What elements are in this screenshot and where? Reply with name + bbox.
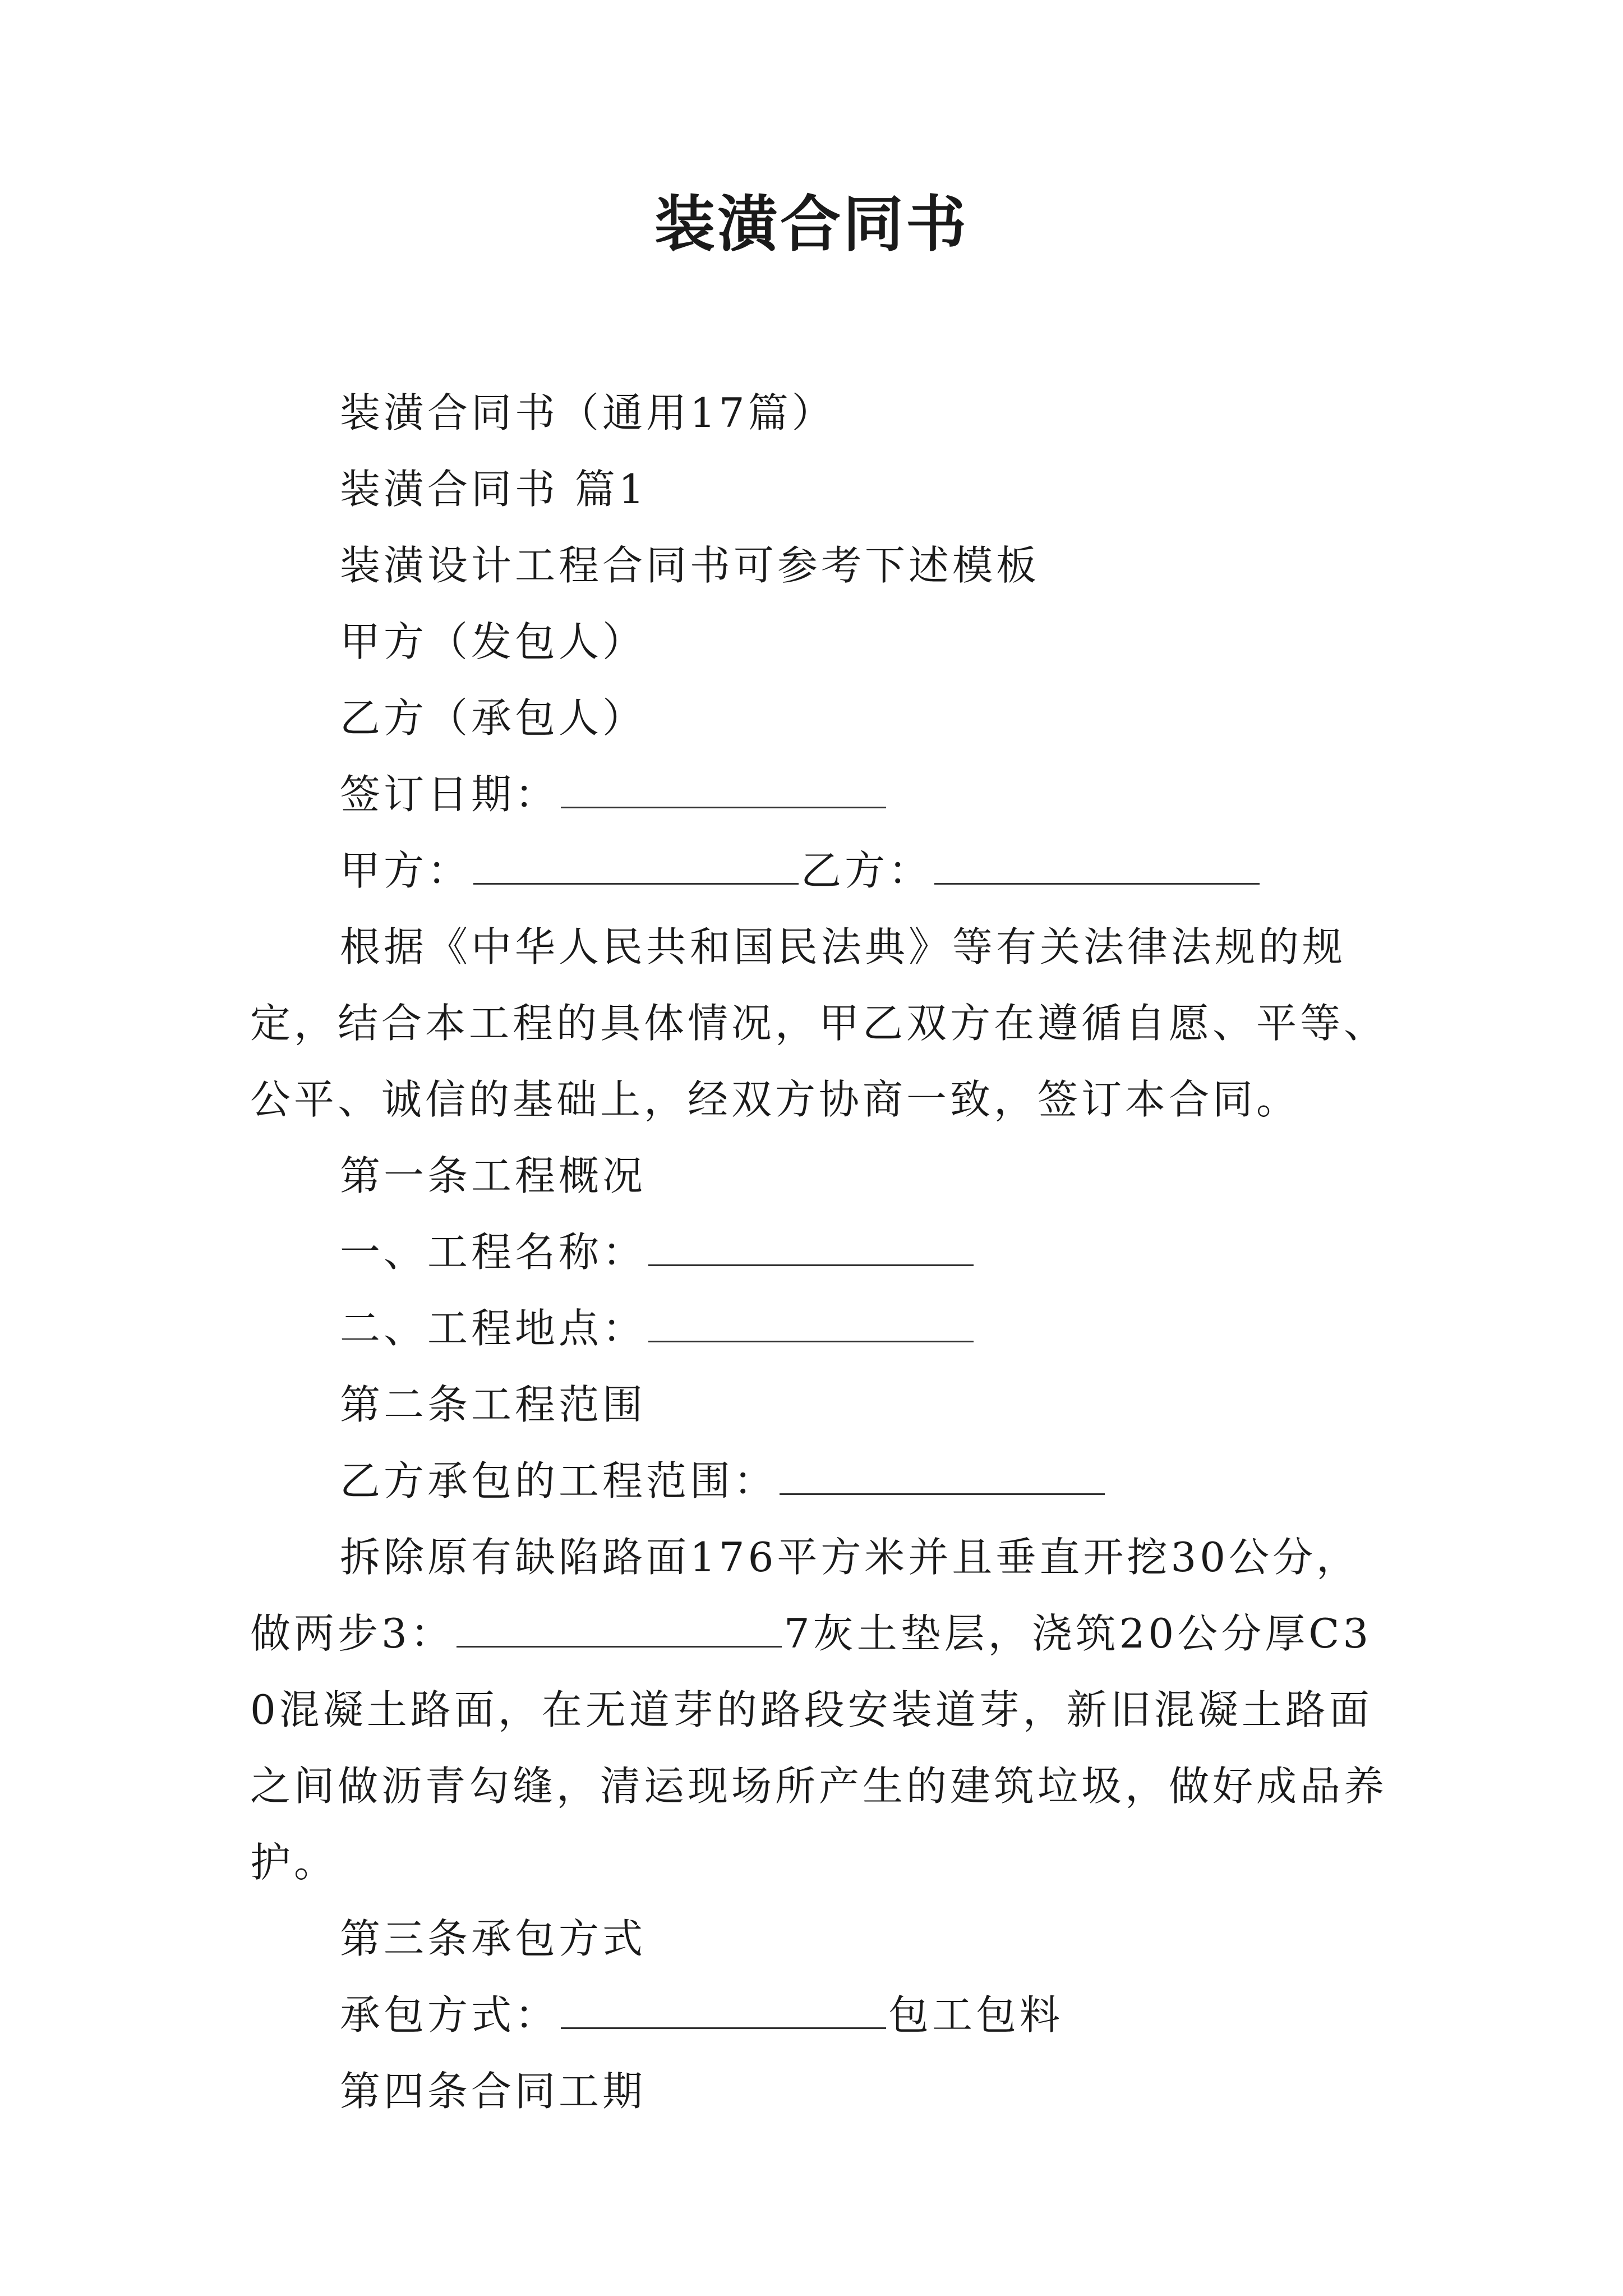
- sign-date-blank[interactable]: [561, 775, 886, 808]
- party-b-role: 乙方（承包人）: [340, 694, 647, 742]
- project-name-blank[interactable]: [648, 1233, 974, 1266]
- contract-mode-blank[interactable]: [561, 1996, 886, 2029]
- project-location-row: [250, 1290, 1389, 1366]
- article2-title: 第二条工程范围: [340, 1381, 647, 1428]
- project-name-label: 一、工程名称：: [340, 1228, 647, 1276]
- document-body: [250, 375, 1389, 2129]
- party-b-label: 乙方：: [801, 847, 933, 894]
- scope-blank[interactable]: [780, 1462, 1105, 1495]
- party-a-role: 甲方（发包人）: [340, 618, 647, 665]
- scope-text-part1: 拆除原有缺陷路面176平方米并且垂直开挖30公分，做两步3：: [250, 1534, 1361, 1657]
- sign-date-label: 签订日期：: [340, 771, 559, 818]
- party-a-blank[interactable]: [473, 852, 799, 885]
- subtitle: 装潢合同书（通用17篇）: [340, 389, 836, 436]
- article4-title: 第四条合同工期: [340, 2068, 647, 2115]
- intro-line: 装潢设计工程合同书可参考下述模板: [340, 542, 1040, 589]
- sign-date-row: [250, 756, 1389, 832]
- article3-title: 第三条承包方式: [340, 1915, 647, 1962]
- scope-ratio-blank[interactable]: [457, 1614, 782, 1648]
- scope-row: [250, 1443, 1389, 1519]
- contract-mode-row: [250, 1977, 1389, 2053]
- scope-paragraph: [250, 1519, 1389, 1901]
- article1-title: 第一条工程概况: [340, 1152, 647, 1199]
- party-b-blank[interactable]: [934, 852, 1260, 885]
- contract-mode-value: 包工包料: [888, 1991, 1064, 2039]
- contract-mode-label: 承包方式：: [340, 1991, 559, 2039]
- parties-row: [250, 832, 1389, 909]
- preamble-paragraph: 根据《中华人民共和国民法典》等有关法律法规的规定，结合本工程的具体情况，甲乙双方在遵循自愿、平等、公平、诚信的基础上，经双方协商一致，签订本合同。: [250, 923, 1388, 1123]
- project-location-blank[interactable]: [648, 1309, 974, 1342]
- party-a-label: 甲方：: [340, 847, 472, 894]
- project-location-label: 二、工程地点：: [340, 1305, 647, 1352]
- project-name-row: [250, 1214, 1389, 1290]
- scope-text-part2: 7灰土垫层，浇筑20公分厚C30混凝土路面，在无道芽的路段安装道芽，新旧混凝土路面之间做沥青勾缝，清运现场所产生的建筑垃圾，做好成品养护。: [250, 1610, 1388, 1886]
- document-title: 装潢合同书: [654, 189, 969, 260]
- section-heading: 装潢合同书 篇1: [340, 466, 648, 513]
- scope-label: 乙方承包的工程范围：: [340, 1457, 778, 1504]
